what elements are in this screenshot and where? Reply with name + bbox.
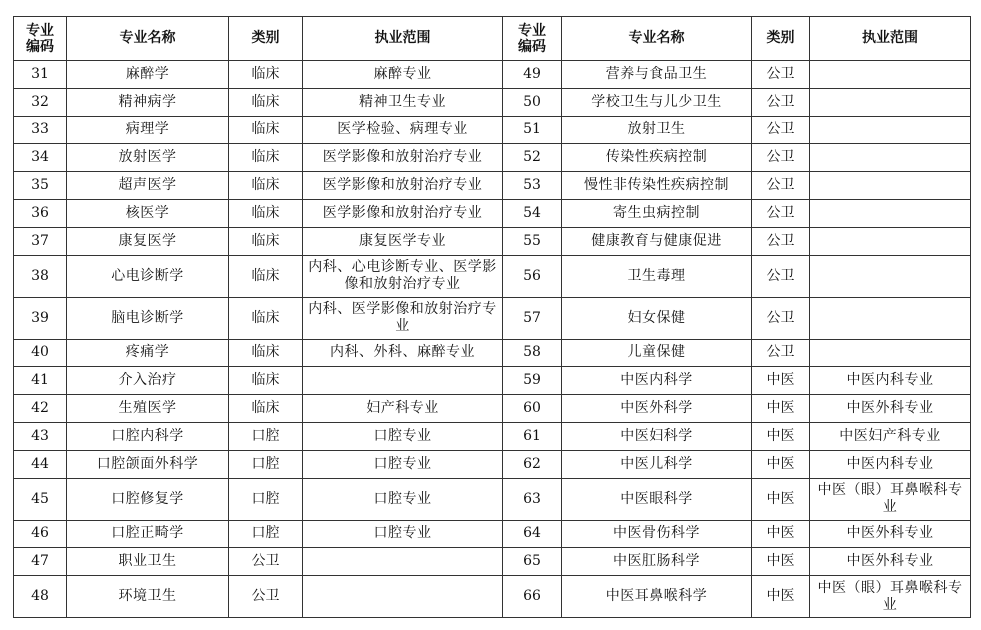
table-row xyxy=(14,144,971,172)
cell-scope-right xyxy=(810,339,971,367)
cell-code-left: 42 xyxy=(14,395,67,423)
cell-category-right: 公卫 xyxy=(752,61,810,89)
cell-category-right: 公卫 xyxy=(752,297,810,339)
cell-scope-left: 内科、外科、麻醉专业 xyxy=(303,339,503,367)
cell-scope-right: 中医妇产科专业 xyxy=(810,422,971,450)
cell-name-left: 脑电诊断学 xyxy=(67,297,229,339)
specialty-table xyxy=(13,16,971,618)
cell-code-right: 56 xyxy=(503,255,562,297)
cell-scope-left xyxy=(303,548,503,576)
cell-name-left: 核医学 xyxy=(67,199,229,227)
cell-category-left: 临床 xyxy=(229,297,303,339)
cell-name-right: 中医耳鼻喉科学 xyxy=(562,576,752,618)
cell-code-right: 60 xyxy=(503,395,562,423)
cell-name-left: 环境卫生 xyxy=(67,576,229,618)
header-code-right: 专业 编码 xyxy=(503,17,562,61)
cell-scope-left: 口腔专业 xyxy=(303,520,503,548)
cell-category-right: 中医 xyxy=(752,520,810,548)
table-row xyxy=(14,88,971,116)
cell-code-right: 54 xyxy=(503,199,562,227)
cell-code-left: 36 xyxy=(14,199,67,227)
cell-scope-right: 中医外科专业 xyxy=(810,520,971,548)
cell-code-right: 55 xyxy=(503,227,562,255)
cell-scope-left: 口腔专业 xyxy=(303,450,503,478)
cell-code-left: 47 xyxy=(14,548,67,576)
table-row xyxy=(14,297,971,339)
cell-scope-left: 精神卫生专业 xyxy=(303,88,503,116)
cell-code-right: 66 xyxy=(503,576,562,618)
cell-code-right: 52 xyxy=(503,144,562,172)
cell-name-right: 中医内科学 xyxy=(562,367,752,395)
cell-category-right: 公卫 xyxy=(752,255,810,297)
cell-code-right: 53 xyxy=(503,172,562,200)
table-row xyxy=(14,395,971,423)
cell-code-left: 48 xyxy=(14,576,67,618)
cell-name-left: 口腔正畸学 xyxy=(67,520,229,548)
cell-scope-left xyxy=(303,576,503,618)
cell-code-left: 32 xyxy=(14,88,67,116)
cell-scope-right xyxy=(810,255,971,297)
cell-name-right: 妇女保健 xyxy=(562,297,752,339)
cell-category-left: 临床 xyxy=(229,367,303,395)
header-category-left: 类别 xyxy=(229,17,303,61)
cell-code-left: 39 xyxy=(14,297,67,339)
cell-category-right: 中医 xyxy=(752,478,810,520)
cell-code-left: 33 xyxy=(14,116,67,144)
cell-category-left: 口腔 xyxy=(229,478,303,520)
cell-code-right: 59 xyxy=(503,367,562,395)
cell-code-right: 51 xyxy=(503,116,562,144)
cell-category-right: 中医 xyxy=(752,367,810,395)
cell-scope-left: 内科、心电诊断专业、医学影像和放射治疗专业 xyxy=(303,255,503,297)
cell-code-left: 43 xyxy=(14,422,67,450)
table-row xyxy=(14,199,971,227)
table-row xyxy=(14,450,971,478)
cell-name-right: 学校卫生与儿少卫生 xyxy=(562,88,752,116)
cell-scope-right xyxy=(810,199,971,227)
cell-scope-left: 口腔专业 xyxy=(303,422,503,450)
cell-code-left: 46 xyxy=(14,520,67,548)
cell-code-right: 49 xyxy=(503,61,562,89)
cell-scope-left: 妇产科专业 xyxy=(303,395,503,423)
cell-name-left: 介入治疗 xyxy=(67,367,229,395)
cell-scope-right xyxy=(810,116,971,144)
cell-scope-right xyxy=(810,172,971,200)
cell-category-right: 公卫 xyxy=(752,116,810,144)
cell-category-left: 临床 xyxy=(229,395,303,423)
cell-name-left: 疼痛学 xyxy=(67,339,229,367)
cell-code-left: 44 xyxy=(14,450,67,478)
cell-category-left: 临床 xyxy=(229,144,303,172)
cell-code-left: 35 xyxy=(14,172,67,200)
cell-scope-right xyxy=(810,227,971,255)
cell-scope-left: 内科、医学影像和放射治疗专业 xyxy=(303,297,503,339)
cell-scope-right: 中医（眼）耳鼻喉科专业 xyxy=(810,576,971,618)
cell-category-left: 临床 xyxy=(229,172,303,200)
cell-category-left: 口腔 xyxy=(229,450,303,478)
cell-name-right: 中医肛肠科学 xyxy=(562,548,752,576)
cell-name-left: 精神病学 xyxy=(67,88,229,116)
header-scope-left: 执业范围 xyxy=(303,17,503,61)
table-row xyxy=(14,422,971,450)
cell-category-left: 口腔 xyxy=(229,422,303,450)
cell-code-left: 34 xyxy=(14,144,67,172)
table-row xyxy=(14,339,971,367)
cell-name-right: 中医骨伤科学 xyxy=(562,520,752,548)
cell-scope-right xyxy=(810,297,971,339)
table-row xyxy=(14,367,971,395)
cell-code-right: 57 xyxy=(503,297,562,339)
cell-name-left: 生殖医学 xyxy=(67,395,229,423)
cell-name-right: 中医妇科学 xyxy=(562,422,752,450)
cell-name-left: 麻醉学 xyxy=(67,61,229,89)
cell-scope-left xyxy=(303,367,503,395)
table-row xyxy=(14,520,971,548)
cell-scope-left: 医学影像和放射治疗专业 xyxy=(303,144,503,172)
cell-category-left: 临床 xyxy=(229,116,303,144)
cell-category-right: 中医 xyxy=(752,395,810,423)
header-name-left: 专业名称 xyxy=(67,17,229,61)
cell-name-left: 口腔内科学 xyxy=(67,422,229,450)
cell-category-left: 临床 xyxy=(229,199,303,227)
cell-scope-right xyxy=(810,88,971,116)
cell-name-right: 寄生虫病控制 xyxy=(562,199,752,227)
cell-name-left: 口腔修复学 xyxy=(67,478,229,520)
cell-scope-right: 中医外科专业 xyxy=(810,548,971,576)
cell-scope-right: 中医（眼）耳鼻喉科专业 xyxy=(810,478,971,520)
cell-name-right: 传染性疾病控制 xyxy=(562,144,752,172)
cell-name-right: 中医儿科学 xyxy=(562,450,752,478)
cell-name-right: 中医外科学 xyxy=(562,395,752,423)
cell-scope-left: 医学检验、病理专业 xyxy=(303,116,503,144)
cell-category-right: 公卫 xyxy=(752,88,810,116)
cell-scope-right xyxy=(810,144,971,172)
cell-name-left: 康复医学 xyxy=(67,227,229,255)
cell-code-left: 37 xyxy=(14,227,67,255)
cell-category-left: 临床 xyxy=(229,61,303,89)
cell-name-right: 卫生毒理 xyxy=(562,255,752,297)
cell-code-right: 50 xyxy=(503,88,562,116)
cell-category-right: 公卫 xyxy=(752,199,810,227)
cell-code-right: 62 xyxy=(503,450,562,478)
cell-category-left: 公卫 xyxy=(229,576,303,618)
cell-code-right: 61 xyxy=(503,422,562,450)
table-row xyxy=(14,255,971,297)
header-scope-right: 执业范围 xyxy=(810,17,971,61)
cell-scope-right xyxy=(810,61,971,89)
cell-category-left: 临床 xyxy=(229,227,303,255)
cell-category-left: 临床 xyxy=(229,88,303,116)
cell-name-left: 病理学 xyxy=(67,116,229,144)
table-body xyxy=(14,61,971,618)
table-row xyxy=(14,576,971,618)
cell-code-right: 64 xyxy=(503,520,562,548)
cell-code-left: 45 xyxy=(14,478,67,520)
cell-category-left: 临床 xyxy=(229,255,303,297)
header-category-right: 类别 xyxy=(752,17,810,61)
cell-name-right: 中医眼科学 xyxy=(562,478,752,520)
cell-name-left: 职业卫生 xyxy=(67,548,229,576)
cell-category-left: 临床 xyxy=(229,339,303,367)
cell-code-left: 31 xyxy=(14,61,67,89)
table-row xyxy=(14,61,971,89)
cell-category-left: 公卫 xyxy=(229,548,303,576)
cell-category-right: 中医 xyxy=(752,450,810,478)
cell-code-right: 65 xyxy=(503,548,562,576)
cell-category-right: 公卫 xyxy=(752,227,810,255)
cell-scope-right: 中医内科专业 xyxy=(810,450,971,478)
cell-scope-right: 中医内科专业 xyxy=(810,367,971,395)
cell-code-left: 41 xyxy=(14,367,67,395)
cell-category-right: 公卫 xyxy=(752,172,810,200)
cell-name-right: 放射卫生 xyxy=(562,116,752,144)
cell-name-right: 儿童保健 xyxy=(562,339,752,367)
table-row xyxy=(14,548,971,576)
table-row xyxy=(14,227,971,255)
header-name-right: 专业名称 xyxy=(562,17,752,61)
header-row xyxy=(14,17,971,61)
cell-scope-left: 口腔专业 xyxy=(303,478,503,520)
cell-name-right: 健康教育与健康促进 xyxy=(562,227,752,255)
cell-code-right: 58 xyxy=(503,339,562,367)
cell-name-left: 口腔颌面外科学 xyxy=(67,450,229,478)
cell-category-right: 中医 xyxy=(752,422,810,450)
cell-code-left: 38 xyxy=(14,255,67,297)
cell-code-right: 63 xyxy=(503,478,562,520)
cell-name-right: 慢性非传染性疾病控制 xyxy=(562,172,752,200)
cell-category-right: 公卫 xyxy=(752,144,810,172)
cell-scope-left: 康复医学专业 xyxy=(303,227,503,255)
cell-scope-left: 医学影像和放射治疗专业 xyxy=(303,199,503,227)
cell-category-right: 公卫 xyxy=(752,339,810,367)
table-row xyxy=(14,172,971,200)
cell-name-left: 心电诊断学 xyxy=(67,255,229,297)
cell-scope-right: 中医外科专业 xyxy=(810,395,971,423)
cell-scope-left: 医学影像和放射治疗专业 xyxy=(303,172,503,200)
cell-code-left: 40 xyxy=(14,339,67,367)
cell-scope-left: 麻醉专业 xyxy=(303,61,503,89)
table-row xyxy=(14,116,971,144)
cell-category-right: 中医 xyxy=(752,548,810,576)
cell-category-left: 口腔 xyxy=(229,520,303,548)
cell-name-left: 超声医学 xyxy=(67,172,229,200)
cell-name-left: 放射医学 xyxy=(67,144,229,172)
cell-name-right: 营养与食品卫生 xyxy=(562,61,752,89)
cell-category-right: 中医 xyxy=(752,576,810,618)
table-row xyxy=(14,478,971,520)
header-code-left: 专业 编码 xyxy=(14,17,67,61)
